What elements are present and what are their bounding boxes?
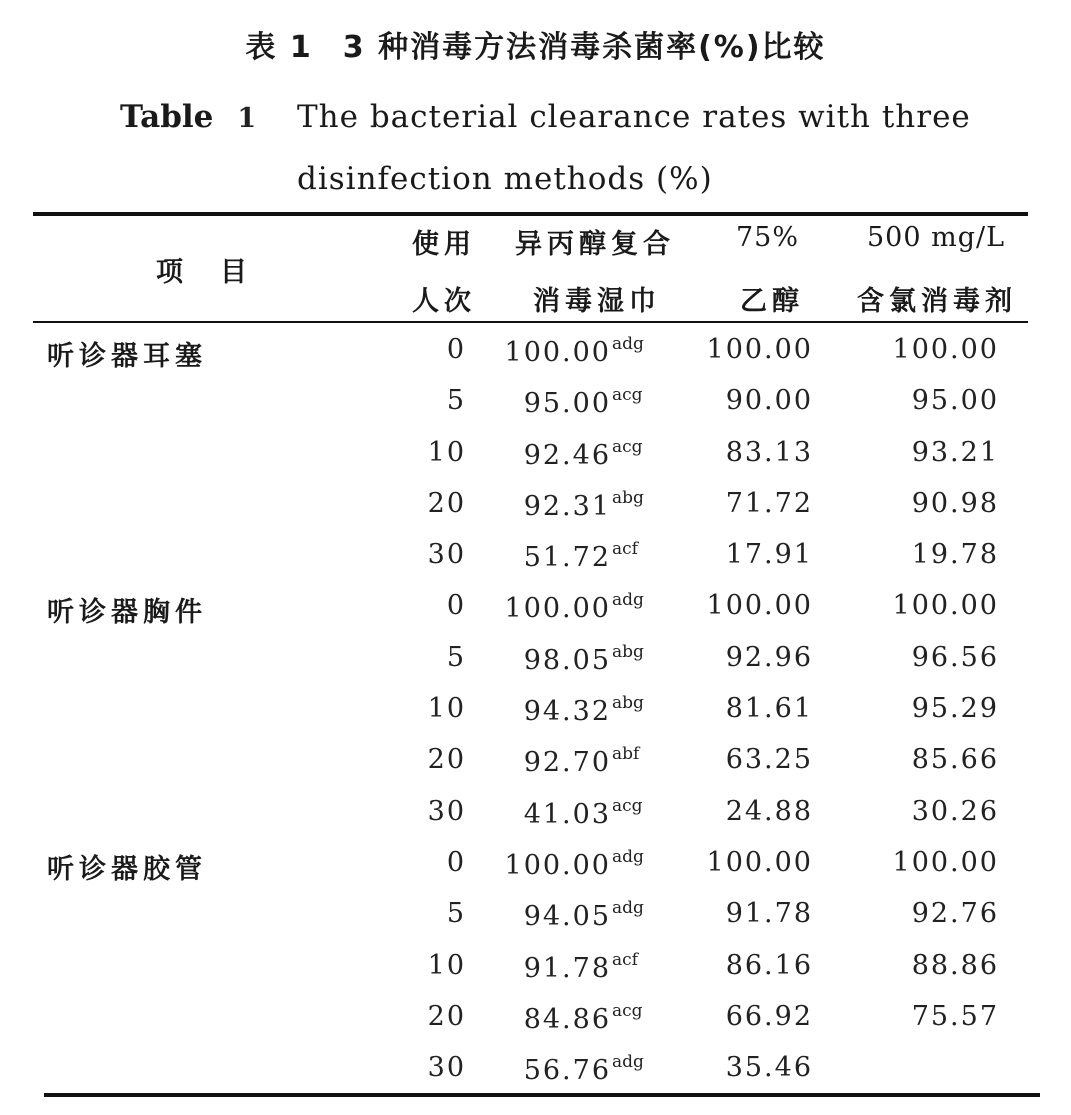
header-ipa-line-1: 异丙醇复合 bbox=[515, 229, 675, 260]
row-use-count: 0 bbox=[446, 590, 466, 622]
table-row bbox=[0, 429, 1071, 480]
row-use-count: 30 bbox=[427, 795, 466, 827]
row-ipa-wipe-superscript: acf bbox=[612, 539, 638, 560]
row-ethanol-rate: 91.78 bbox=[725, 898, 813, 930]
caption-en-line-2: disinfection methods (%) bbox=[297, 161, 713, 197]
table-row bbox=[0, 839, 1071, 890]
row-chlorine-rate: 92.76 bbox=[911, 898, 999, 930]
table-bottom-rule bbox=[44, 1093, 1040, 1097]
row-ipa-wipe-value: 84.86 bbox=[523, 1003, 611, 1035]
row-use-count: 5 bbox=[446, 641, 466, 673]
row-use-count: 20 bbox=[427, 744, 466, 776]
row-ipa-wipe-superscript: acg bbox=[612, 436, 643, 457]
row-chlorine-rate: 85.66 bbox=[911, 744, 999, 776]
row-ipa-wipe-superscript: acg bbox=[612, 795, 643, 816]
row-chlorine-rate: 95.29 bbox=[911, 693, 999, 725]
row-ipa-wipe-superscript: adg bbox=[612, 898, 644, 919]
header-chlorine-line-2: 含氯消毒剂 bbox=[857, 286, 1017, 317]
table-header-rule bbox=[33, 321, 1028, 323]
table-row bbox=[0, 377, 1071, 428]
row-use-count: 20 bbox=[427, 1000, 466, 1032]
row-use-count: 30 bbox=[427, 1052, 466, 1084]
row-ethanol-rate: 71.72 bbox=[725, 487, 813, 519]
row-use-count: 10 bbox=[427, 693, 466, 725]
row-ethanol-rate: 83.13 bbox=[725, 436, 813, 468]
row-use-count: 5 bbox=[446, 898, 466, 930]
row-chlorine-rate: 90.98 bbox=[911, 487, 999, 519]
row-ipa-wipe-value: 100.00 bbox=[504, 593, 611, 625]
header-ethanol-line-1: 75% bbox=[736, 222, 800, 253]
row-ipa-wipe-value: 94.05 bbox=[523, 901, 611, 933]
row-ipa-wipe-rate bbox=[524, 950, 646, 984]
table-body bbox=[0, 326, 1071, 1095]
row-item-label: 听诊器胸件 bbox=[47, 597, 207, 629]
table-row bbox=[0, 993, 1071, 1044]
row-chlorine-rate: 30.26 bbox=[911, 795, 999, 827]
row-use-count: 0 bbox=[446, 334, 466, 365]
row-ethanol-rate: 81.61 bbox=[725, 693, 813, 725]
row-ethanol-rate: 66.92 bbox=[725, 1000, 813, 1032]
row-ethanol-rate: 90.00 bbox=[725, 385, 813, 417]
table-row bbox=[0, 480, 1071, 531]
row-ipa-wipe-value: 100.00 bbox=[504, 849, 611, 881]
header-uses-line-2: 人次 bbox=[412, 286, 476, 317]
row-ipa-wipe-value: 51.72 bbox=[523, 542, 611, 574]
row-chlorine-rate: 100.00 bbox=[892, 590, 999, 622]
header-item: 项 目 bbox=[156, 257, 252, 288]
row-ethanol-rate: 92.96 bbox=[725, 641, 813, 673]
caption-en-label bbox=[120, 86, 295, 150]
caption-cn-label: 表 1 bbox=[245, 30, 313, 65]
row-ipa-wipe-value: 95.00 bbox=[523, 388, 611, 420]
row-ipa-wipe-superscript: acg bbox=[612, 1000, 643, 1021]
table-top-rule bbox=[33, 212, 1028, 216]
table-row bbox=[0, 890, 1071, 941]
caption-en-line-1: The bacterial clearance rates with three bbox=[297, 99, 971, 135]
row-ipa-wipe-value: 91.78 bbox=[523, 952, 611, 984]
row-chlorine-rate: 93.21 bbox=[911, 436, 999, 468]
caption-en-label-word: Table bbox=[120, 99, 214, 135]
row-chlorine-rate: 100.00 bbox=[892, 846, 999, 878]
table-row bbox=[0, 736, 1071, 787]
header-ethanol-line-2: 乙醇 bbox=[740, 286, 804, 317]
header-ipa-line-2: 消毒湿巾 bbox=[533, 286, 661, 317]
row-ipa-wipe-value: 56.76 bbox=[523, 1055, 611, 1087]
row-ethanol-rate: 86.16 bbox=[725, 949, 813, 981]
row-ethanol-rate: 100.00 bbox=[706, 334, 813, 365]
table-row bbox=[0, 326, 1071, 377]
header-uses-line-1: 使用 bbox=[412, 229, 476, 260]
row-ipa-wipe-rate bbox=[524, 385, 646, 419]
row-ipa-wipe-value: 100.00 bbox=[504, 337, 611, 368]
table-row bbox=[0, 685, 1071, 736]
row-ipa-wipe-superscript: adg bbox=[612, 1052, 644, 1073]
caption-en-label-number: 1 bbox=[237, 103, 259, 134]
row-item-label: 听诊器耳塞 bbox=[47, 341, 207, 372]
table-row bbox=[0, 634, 1071, 685]
row-ipa-wipe-superscript: acg bbox=[612, 385, 643, 406]
table-row bbox=[0, 788, 1071, 839]
row-chlorine-rate: 75.57 bbox=[911, 1000, 999, 1032]
row-ethanol-rate: 17.91 bbox=[725, 539, 813, 571]
row-ipa-wipe-rate bbox=[505, 334, 646, 368]
row-use-count: 10 bbox=[427, 436, 466, 468]
row-use-count: 5 bbox=[446, 385, 466, 417]
row-ipa-wipe-superscript: abg bbox=[612, 487, 644, 508]
table-caption-cn bbox=[0, 22, 1071, 66]
row-ethanol-rate: 100.00 bbox=[706, 590, 813, 622]
row-ipa-wipe-rate bbox=[505, 847, 646, 881]
row-ethanol-rate: 100.00 bbox=[706, 846, 813, 878]
table-row bbox=[0, 531, 1071, 582]
row-ipa-wipe-rate bbox=[524, 898, 646, 932]
row-ipa-wipe-value: 41.03 bbox=[523, 798, 611, 830]
row-chlorine-rate: 100.00 bbox=[892, 334, 999, 365]
row-ipa-wipe-superscript: abg bbox=[612, 693, 644, 714]
row-ethanol-rate: 35.46 bbox=[725, 1052, 813, 1084]
row-ipa-wipe-superscript: adg bbox=[612, 846, 644, 867]
row-ipa-wipe-value: 92.46 bbox=[523, 439, 611, 471]
caption-cn-title: 3 种消毒方法消毒杀菌率(%)比较 bbox=[342, 30, 826, 65]
row-ethanol-rate: 24.88 bbox=[725, 795, 813, 827]
row-ipa-wipe-superscript: adg bbox=[612, 334, 644, 354]
row-ipa-wipe-rate bbox=[524, 488, 646, 522]
row-chlorine-rate: 95.00 bbox=[911, 385, 999, 417]
row-ipa-wipe-rate bbox=[524, 437, 646, 471]
table-row bbox=[0, 582, 1071, 633]
caption-en-text bbox=[297, 86, 997, 210]
row-ethanol-rate: 63.25 bbox=[725, 744, 813, 776]
row-ipa-wipe-value: 98.05 bbox=[523, 644, 611, 676]
row-use-count: 20 bbox=[427, 487, 466, 519]
row-ipa-wipe-superscript: acf bbox=[612, 949, 638, 970]
row-use-count: 10 bbox=[427, 949, 466, 981]
row-chlorine-rate: 88.86 bbox=[911, 949, 999, 981]
row-ipa-wipe-rate bbox=[524, 693, 646, 727]
row-chlorine-rate: 96.56 bbox=[911, 641, 999, 673]
row-ipa-wipe-rate bbox=[524, 642, 646, 676]
row-ipa-wipe-superscript: abg bbox=[612, 641, 644, 662]
row-ipa-wipe-rate bbox=[524, 744, 646, 778]
row-ipa-wipe-value: 94.32 bbox=[523, 696, 611, 728]
row-item-label: 听诊器胶管 bbox=[47, 853, 207, 885]
table-row bbox=[0, 942, 1071, 993]
row-ipa-wipe-rate bbox=[524, 1001, 646, 1035]
row-ipa-wipe-superscript: abf bbox=[612, 744, 640, 765]
row-ipa-wipe-rate bbox=[524, 539, 646, 573]
row-ipa-wipe-rate bbox=[524, 796, 646, 830]
row-ipa-wipe-value: 92.70 bbox=[523, 747, 611, 779]
row-use-count: 30 bbox=[427, 539, 466, 571]
table-row bbox=[0, 1044, 1071, 1095]
row-ipa-wipe-value: 92.31 bbox=[523, 490, 611, 522]
row-chlorine-rate: 19.78 bbox=[911, 539, 999, 571]
row-ipa-wipe-superscript: adg bbox=[612, 590, 644, 611]
header-chlorine-line-1: 500 mg/L bbox=[867, 222, 1006, 253]
row-ipa-wipe-rate bbox=[505, 590, 646, 624]
row-ipa-wipe-rate bbox=[524, 1052, 646, 1086]
row-use-count: 0 bbox=[446, 846, 466, 878]
